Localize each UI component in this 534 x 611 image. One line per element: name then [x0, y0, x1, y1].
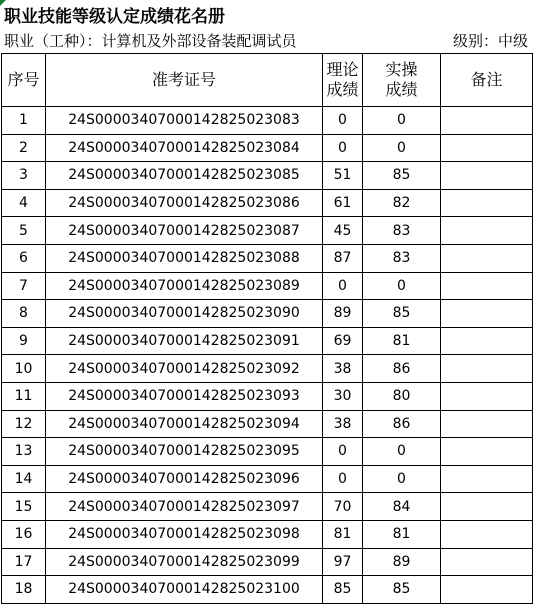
cell-cert[interactable]: 24S00003407000142825023096 [46, 465, 323, 493]
cell-theory[interactable]: 70 [323, 493, 363, 521]
cell-practice[interactable]: 0 [363, 438, 441, 466]
cell-cert[interactable]: 24S00003407000142825023090 [46, 300, 323, 328]
table-row [2, 520, 533, 548]
cell-remark[interactable] [441, 189, 533, 217]
cell-theory[interactable]: 0 [323, 134, 363, 162]
cell-theory[interactable]: 69 [323, 327, 363, 355]
cell-practice[interactable]: 0 [363, 272, 441, 300]
cell-practice[interactable]: 81 [363, 327, 441, 355]
cell-seq[interactable]: 6 [2, 244, 46, 272]
cell-seq[interactable]: 7 [2, 272, 46, 300]
cell-remark[interactable] [441, 410, 533, 438]
cell-theory[interactable]: 87 [323, 244, 363, 272]
cell-seq[interactable]: 17 [2, 548, 46, 576]
table-row [2, 382, 533, 410]
table-row [2, 438, 533, 466]
cell-practice[interactable]: 85 [363, 300, 441, 328]
header-cert[interactable]: 准考证号 [46, 54, 323, 107]
cell-practice[interactable]: 85 [363, 576, 441, 604]
cell-practice[interactable]: 80 [363, 382, 441, 410]
cell-cert[interactable]: 24S00003407000142825023083 [46, 107, 323, 135]
table-row [2, 576, 533, 604]
cell-cert[interactable]: 24S00003407000142825023087 [46, 217, 323, 245]
cell-theory[interactable]: 0 [323, 107, 363, 135]
table-row [2, 189, 533, 217]
page-title: 职业技能等级认定成绩花名册 [4, 7, 225, 27]
cell-cert[interactable]: 24S00003407000142825023093 [46, 382, 323, 410]
table-row [2, 548, 533, 576]
cell-remark[interactable] [441, 300, 533, 328]
cell-remark[interactable] [441, 493, 533, 521]
table-header-row [2, 54, 533, 107]
header-practice-line1: 实操 [385, 60, 418, 79]
cell-seq[interactable]: 11 [2, 382, 46, 410]
cell-cert[interactable]: 24S00003407000142825023099 [46, 548, 323, 576]
cell-practice[interactable]: 83 [363, 217, 441, 245]
cell-cert[interactable]: 24S00003407000142825023084 [46, 134, 323, 162]
table-row [2, 134, 533, 162]
cell-cert[interactable]: 24S00003407000142825023085 [46, 162, 323, 190]
header-practice-line2: 成绩 [385, 80, 418, 99]
cell-practice[interactable]: 0 [363, 465, 441, 493]
cell-theory[interactable]: 45 [323, 217, 363, 245]
cell-practice[interactable]: 0 [363, 107, 441, 135]
cell-remark[interactable] [441, 520, 533, 548]
table-row [2, 355, 533, 383]
occupation-label: 职业（工种）：计算机及外部设备装配调试员 [4, 32, 297, 50]
cell-remark[interactable] [441, 107, 533, 135]
cell-seq[interactable]: 1 [2, 107, 46, 135]
cell-remark[interactable] [441, 272, 533, 300]
cell-practice[interactable]: 81 [363, 520, 441, 548]
table-row [2, 465, 533, 493]
cell-seq[interactable]: 3 [2, 162, 46, 190]
cell-cert[interactable]: 24S00003407000142825023097 [46, 493, 323, 521]
cell-remark[interactable] [441, 217, 533, 245]
cell-remark[interactable] [441, 327, 533, 355]
cell-seq[interactable]: 18 [2, 576, 46, 604]
table-row [2, 493, 533, 521]
cell-seq[interactable]: 13 [2, 438, 46, 466]
cell-remark[interactable] [441, 355, 533, 383]
cell-remark[interactable] [441, 244, 533, 272]
table-row [2, 272, 533, 300]
score-table [1, 53, 533, 604]
cell-theory[interactable]: 30 [323, 382, 363, 410]
header-remark[interactable]: 备注 [441, 54, 533, 107]
level-label: 级别：中级 [452, 32, 528, 50]
cell-cert[interactable]: 24S00003407000142825023088 [46, 244, 323, 272]
cell-seq[interactable]: 10 [2, 355, 46, 383]
cell-cert[interactable]: 24S00003407000142825023092 [46, 355, 323, 383]
cell-remark[interactable] [441, 382, 533, 410]
cell-seq[interactable]: 16 [2, 520, 46, 548]
cell-seq[interactable]: 15 [2, 493, 46, 521]
cell-theory[interactable]: 38 [323, 410, 363, 438]
cell-cert[interactable]: 24S00003407000142825023089 [46, 272, 323, 300]
table-row [2, 300, 533, 328]
table-row [2, 162, 533, 190]
cell-seq[interactable]: 12 [2, 410, 46, 438]
cell-seq[interactable]: 14 [2, 465, 46, 493]
cell-practice[interactable]: 0 [363, 134, 441, 162]
cell-seq[interactable]: 9 [2, 327, 46, 355]
table-row [2, 107, 533, 135]
header-theory-line2: 成绩 [326, 80, 359, 99]
cell-theory[interactable]: 89 [323, 300, 363, 328]
cell-seq[interactable]: 4 [2, 189, 46, 217]
cell-practice[interactable]: 82 [363, 189, 441, 217]
header-practice[interactable] [363, 54, 441, 107]
cell-remark[interactable] [441, 548, 533, 576]
table-row [2, 410, 533, 438]
cell-remark[interactable] [441, 465, 533, 493]
cell-theory[interactable]: 38 [323, 355, 363, 383]
cell-remark[interactable] [441, 438, 533, 466]
cell-cert[interactable]: 24S00003407000142825023091 [46, 327, 323, 355]
cell-theory[interactable]: 0 [323, 272, 363, 300]
cell-theory[interactable]: 61 [323, 189, 363, 217]
cell-theory[interactable]: 0 [323, 438, 363, 466]
cell-theory[interactable]: 97 [323, 548, 363, 576]
header-theory-line1: 理论 [326, 60, 359, 79]
cell-cert[interactable]: 24S00003407000142825023095 [46, 438, 323, 466]
cell-theory[interactable]: 85 [323, 576, 363, 604]
cell-practice[interactable]: 86 [363, 410, 441, 438]
header-seq[interactable]: 序号 [2, 54, 46, 107]
cell-practice[interactable]: 84 [363, 493, 441, 521]
cell-practice[interactable]: 86 [363, 355, 441, 383]
cell-theory[interactable]: 81 [323, 520, 363, 548]
cell-cert[interactable]: 24S00003407000142825023100 [46, 576, 323, 604]
cell-cert[interactable]: 24S00003407000142825023094 [46, 410, 323, 438]
cell-theory[interactable]: 51 [323, 162, 363, 190]
header-theory[interactable] [323, 54, 363, 107]
cell-practice[interactable]: 85 [363, 162, 441, 190]
cell-practice[interactable]: 83 [363, 244, 441, 272]
cell-theory[interactable]: 0 [323, 465, 363, 493]
cell-practice[interactable]: 89 [363, 548, 441, 576]
table-row [2, 244, 533, 272]
table-row [2, 217, 533, 245]
cell-remark[interactable] [441, 134, 533, 162]
cell-cert[interactable]: 24S00003407000142825023098 [46, 520, 323, 548]
cell-remark[interactable] [441, 162, 533, 190]
cell-cert[interactable]: 24S00003407000142825023086 [46, 189, 323, 217]
cell-seq[interactable]: 5 [2, 217, 46, 245]
meta-line [4, 29, 528, 53]
cell-remark[interactable] [441, 576, 533, 604]
table-row [2, 327, 533, 355]
cell-seq[interactable]: 2 [2, 134, 46, 162]
cell-seq[interactable]: 8 [2, 300, 46, 328]
